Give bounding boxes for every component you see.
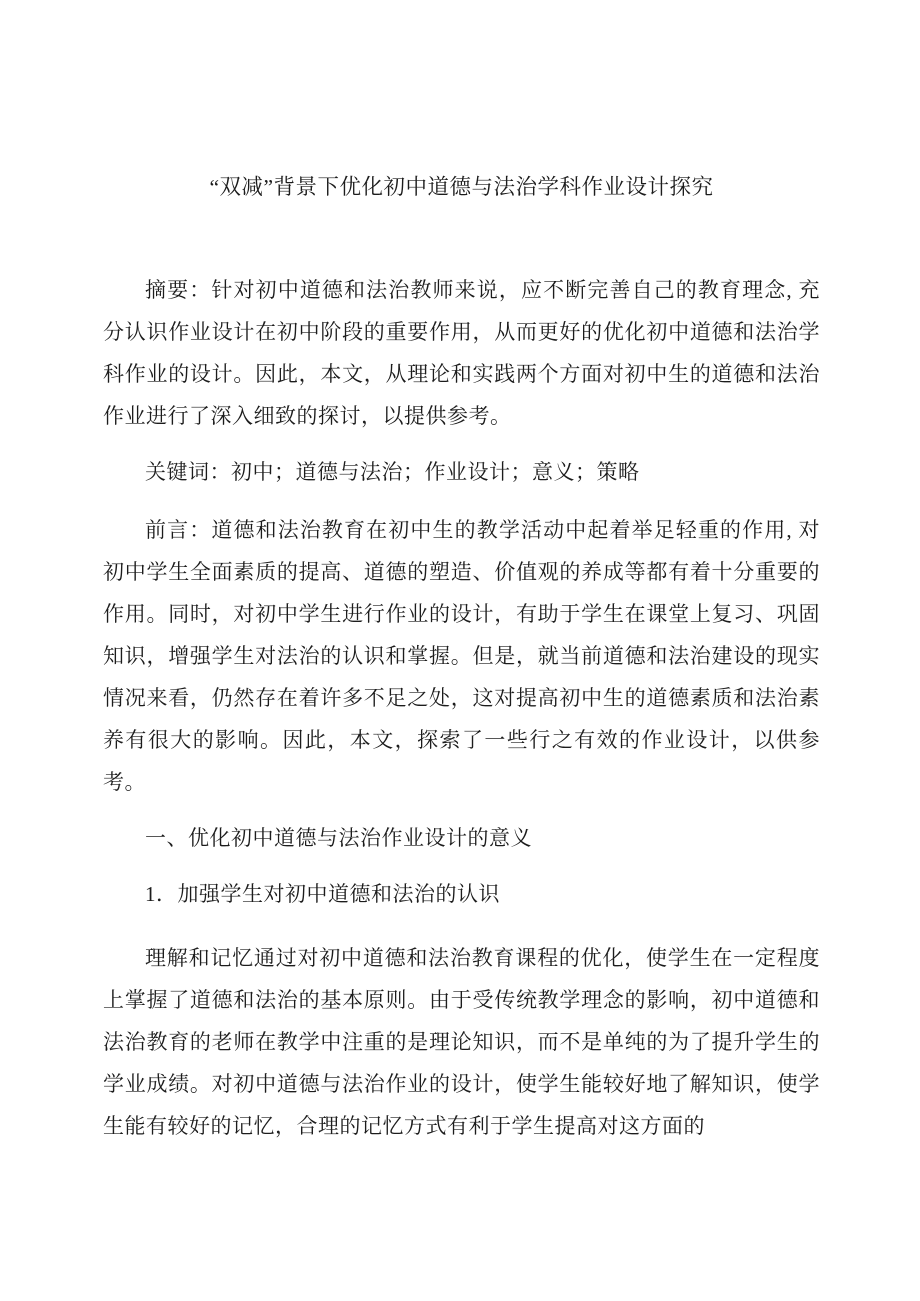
keywords-line: 关键词：初中；道德与法治；作业设计；意义；策略	[145, 460, 640, 484]
subsection-heading: 1．加强学生对初中道德和法治的认识	[145, 882, 500, 906]
document-title: “双减”背景下优化初中道德与法治学科作业设计探究	[209, 175, 714, 199]
introduction-paragraph: 前言：道德和法治教育在初中生的教学活动中起着举足轻重的作用, 对初中学生全面素质的提高、道德的塑造、价值观的养成等都有着十分重要的作用。同时，对初中学生进行作业的设计，有助于学生在课堂上复习、巩固知识，增强学生对法治的认识和掌握。但是，就当前道德和法治建设的现实情况来看，仍然存在着许多不足之处，这对提高初中生的道德素质和法治素养有很大的影响。因此，本文，探索了一些行之有效的作业设计，以供参考。	[103, 518, 820, 794]
abstract-paragraph: 摘要：针对初中道德和法治教师来说，应不断完善自己的教育理念, 充分认识作业设计在初中阶段的重要作用，从而更好的优化初中道德和法治学科作业的设计。因此，本文，从理论和实践两个方面对初中生的道德和法治作业进行了深入细致的探讨，以提供参考。	[103, 278, 820, 428]
section-heading: 一、优化初中道德与法治作业设计的意义	[145, 826, 532, 850]
body-paragraph: 理解和记忆通过对初中道德和法治教育课程的优化，使学生在一定程度上掌握了道德和法治的基本原则。由于受传统教学理念的影响，初中道德和法治教育的老师在教学中注重的是理论知识，而不是单纯的为了提升学生的学业成绩。对初中道德与法治作业的设计，使学生能较好地了解知识，使学生能有较好的记忆，合理的记忆方式有利于学生提高对这方面的	[103, 946, 820, 1138]
